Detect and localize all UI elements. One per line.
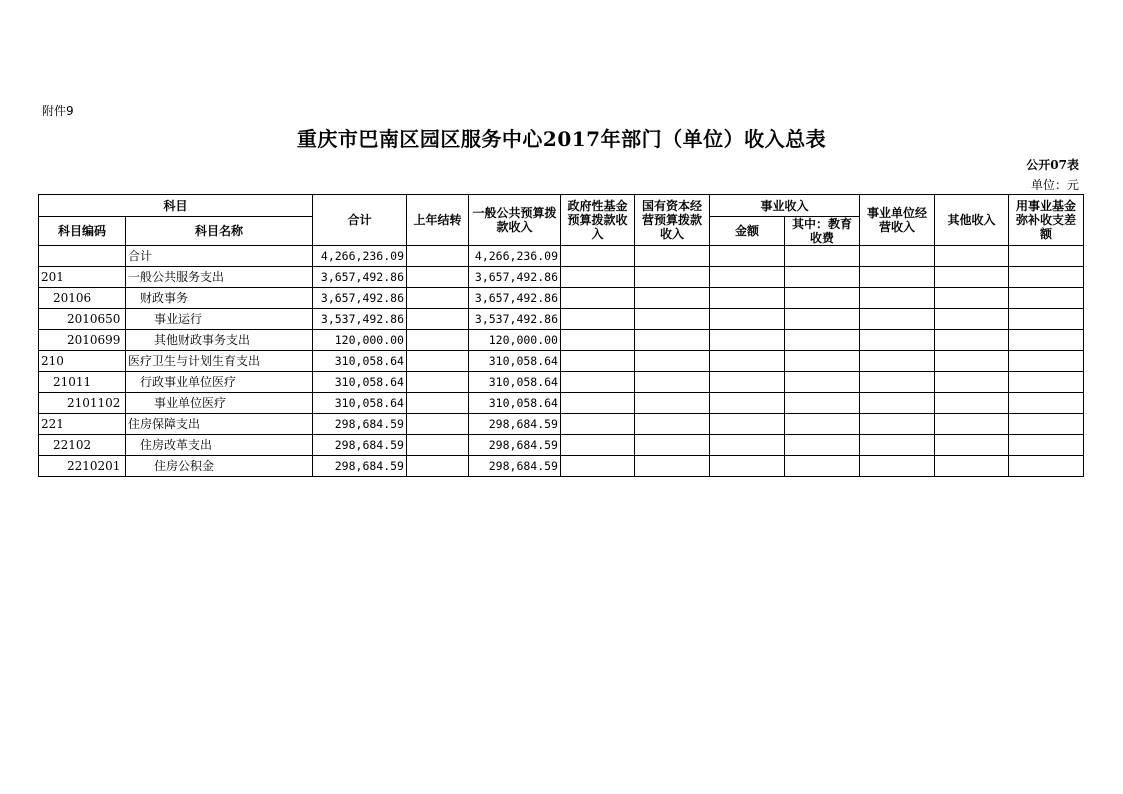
cell-subject-name: 医疗卫生与计划生育支出 — [126, 351, 313, 372]
header-carryover: 上年结转 — [407, 195, 469, 246]
table-body — [39, 246, 1084, 477]
cell-subject-code: 221 — [39, 414, 126, 435]
cell-business-income — [860, 456, 935, 477]
cell-gov-fund — [561, 288, 635, 309]
cell-general-budget: 3,537,492.86 — [469, 309, 561, 330]
cell-other-income — [935, 456, 1009, 477]
table-row — [39, 330, 1084, 351]
cell-subject-code: 2210201 — [39, 456, 126, 477]
cell-other-income — [935, 351, 1009, 372]
cell-fund-balance — [1009, 351, 1084, 372]
cell-state-capital — [635, 309, 710, 330]
cell-fund-balance — [1009, 456, 1084, 477]
cell-general-budget: 310,058.64 — [469, 393, 561, 414]
cell-gov-fund — [561, 330, 635, 351]
cell-fund-balance — [1009, 372, 1084, 393]
cell-other-income — [935, 435, 1009, 456]
cell-carryover — [407, 456, 469, 477]
header-total: 合计 — [313, 195, 407, 246]
cell-business-income — [860, 267, 935, 288]
cell-general-budget: 3,657,492.86 — [469, 267, 561, 288]
cell-amount — [710, 246, 785, 267]
cell-business-income — [860, 246, 935, 267]
cell-state-capital — [635, 393, 710, 414]
cell-fund-balance — [1009, 246, 1084, 267]
attachment-label: 附件9 — [42, 104, 74, 118]
cell-education-fee — [785, 456, 860, 477]
cell-state-capital — [635, 288, 710, 309]
table-row — [39, 288, 1084, 309]
cell-gov-fund — [561, 372, 635, 393]
cell-subject-name: 一般公共服务支出 — [126, 267, 313, 288]
cell-business-income — [860, 330, 935, 351]
header-education-fee: 其中：教育收费 — [785, 217, 860, 246]
cell-total: 298,684.59 — [313, 414, 407, 435]
cell-other-income — [935, 309, 1009, 330]
cell-fund-balance — [1009, 330, 1084, 351]
cell-business-income — [860, 393, 935, 414]
header-subject: 科目 — [39, 195, 313, 217]
cell-general-budget: 298,684.59 — [469, 456, 561, 477]
header-fund-balance: 用事业基金弥补收支差额 — [1009, 195, 1084, 246]
table-row — [39, 351, 1084, 372]
cell-carryover — [407, 435, 469, 456]
header-subject-code: 科目编码 — [39, 217, 126, 246]
cell-general-budget: 3,657,492.86 — [469, 288, 561, 309]
header-amount: 金额 — [710, 217, 785, 246]
cell-subject-name: 合计 — [126, 246, 313, 267]
cell-carryover — [407, 351, 469, 372]
cell-subject-code: 2010650 — [39, 309, 126, 330]
cell-education-fee — [785, 246, 860, 267]
cell-subject-name: 住房公积金 — [126, 456, 313, 477]
table-row — [39, 267, 1084, 288]
form-number: 公开07表 — [1026, 158, 1079, 172]
cell-state-capital — [635, 456, 710, 477]
cell-subject-code: 21011 — [39, 372, 126, 393]
header-subject-name: 科目名称 — [126, 217, 313, 246]
table-row — [39, 246, 1084, 267]
cell-subject-name: 住房保障支出 — [126, 414, 313, 435]
cell-business-income — [860, 288, 935, 309]
cell-amount — [710, 309, 785, 330]
cell-state-capital — [635, 435, 710, 456]
header-other-income: 其他收入 — [935, 195, 1009, 246]
cell-fund-balance — [1009, 414, 1084, 435]
cell-other-income — [935, 393, 1009, 414]
header-business-income: 事业单位经营收入 — [860, 195, 935, 246]
cell-gov-fund — [561, 414, 635, 435]
cell-state-capital — [635, 246, 710, 267]
cell-other-income — [935, 372, 1009, 393]
cell-subject-code: 20106 — [39, 288, 126, 309]
cell-general-budget: 298,684.59 — [469, 435, 561, 456]
cell-education-fee — [785, 309, 860, 330]
cell-subject-code: 2010699 — [39, 330, 126, 351]
cell-amount — [710, 393, 785, 414]
header-general-budget: 一般公共预算拨款收入 — [469, 195, 561, 246]
cell-other-income — [935, 246, 1009, 267]
cell-general-budget: 298,684.59 — [469, 414, 561, 435]
table-row — [39, 456, 1084, 477]
cell-total: 120,000.00 — [313, 330, 407, 351]
cell-amount — [710, 351, 785, 372]
cell-carryover — [407, 288, 469, 309]
cell-education-fee — [785, 393, 860, 414]
cell-subject-name: 住房改革支出 — [126, 435, 313, 456]
cell-education-fee — [785, 372, 860, 393]
table-row — [39, 309, 1084, 330]
cell-business-income — [860, 435, 935, 456]
cell-carryover — [407, 309, 469, 330]
header-institution-income: 事业收入 — [710, 195, 860, 217]
cell-carryover — [407, 246, 469, 267]
cell-business-income — [860, 309, 935, 330]
table-row — [39, 372, 1084, 393]
cell-education-fee — [785, 330, 860, 351]
cell-other-income — [935, 288, 1009, 309]
income-summary-table — [38, 194, 1084, 477]
cell-gov-fund — [561, 456, 635, 477]
cell-subject-code: 22102 — [39, 435, 126, 456]
cell-gov-fund — [561, 267, 635, 288]
cell-state-capital — [635, 414, 710, 435]
cell-amount — [710, 414, 785, 435]
cell-other-income — [935, 267, 1009, 288]
cell-fund-balance — [1009, 288, 1084, 309]
cell-gov-fund — [561, 309, 635, 330]
cell-education-fee — [785, 288, 860, 309]
cell-total: 298,684.59 — [313, 435, 407, 456]
cell-fund-balance — [1009, 309, 1084, 330]
cell-subject-code: 210 — [39, 351, 126, 372]
cell-education-fee — [785, 435, 860, 456]
cell-general-budget: 120,000.00 — [469, 330, 561, 351]
cell-amount — [710, 330, 785, 351]
table-row — [39, 393, 1084, 414]
cell-subject-name: 行政事业单位医疗 — [126, 372, 313, 393]
cell-fund-balance — [1009, 435, 1084, 456]
cell-other-income — [935, 414, 1009, 435]
cell-carryover — [407, 414, 469, 435]
cell-general-budget: 310,058.64 — [469, 351, 561, 372]
cell-gov-fund — [561, 393, 635, 414]
cell-total: 298,684.59 — [313, 456, 407, 477]
cell-business-income — [860, 414, 935, 435]
cell-business-income — [860, 372, 935, 393]
cell-carryover — [407, 393, 469, 414]
cell-state-capital — [635, 372, 710, 393]
unit-label: 单位：元 — [1030, 178, 1079, 192]
cell-total: 310,058.64 — [313, 372, 407, 393]
cell-total: 3,657,492.86 — [313, 288, 407, 309]
cell-subject-code: 2101102 — [39, 393, 126, 414]
cell-state-capital — [635, 351, 710, 372]
cell-state-capital — [635, 267, 710, 288]
cell-total: 310,058.64 — [313, 351, 407, 372]
cell-subject-code: 201 — [39, 267, 126, 288]
cell-amount — [710, 456, 785, 477]
cell-gov-fund — [561, 246, 635, 267]
cell-education-fee — [785, 351, 860, 372]
cell-amount — [710, 372, 785, 393]
cell-education-fee — [785, 267, 860, 288]
cell-amount — [710, 435, 785, 456]
cell-carryover — [407, 330, 469, 351]
cell-carryover — [407, 372, 469, 393]
cell-gov-fund — [561, 435, 635, 456]
table-row — [39, 414, 1084, 435]
cell-subject-name: 事业单位医疗 — [126, 393, 313, 414]
cell-amount — [710, 267, 785, 288]
cell-gov-fund — [561, 351, 635, 372]
cell-other-income — [935, 330, 1009, 351]
cell-subject-name: 财政事务 — [126, 288, 313, 309]
cell-subject-name: 其他财政事务支出 — [126, 330, 313, 351]
cell-business-income — [860, 351, 935, 372]
header-gov-fund: 政府性基金预算拨款收入 — [561, 195, 635, 246]
page-title: 重庆市巴南区园区服务中心2017年部门（单位）收入总表 — [296, 127, 827, 151]
table-row — [39, 435, 1084, 456]
cell-total: 3,537,492.86 — [313, 309, 407, 330]
cell-subject-name: 事业运行 — [126, 309, 313, 330]
cell-total: 3,657,492.86 — [313, 267, 407, 288]
cell-state-capital — [635, 330, 710, 351]
cell-education-fee — [785, 414, 860, 435]
cell-general-budget: 310,058.64 — [469, 372, 561, 393]
header-state-capital: 国有资本经营预算拨款收入 — [635, 195, 710, 246]
cell-total: 310,058.64 — [313, 393, 407, 414]
cell-fund-balance — [1009, 267, 1084, 288]
cell-general-budget: 4,266,236.09 — [469, 246, 561, 267]
cell-carryover — [407, 267, 469, 288]
cell-amount — [710, 288, 785, 309]
cell-subject-code — [39, 246, 126, 267]
cell-fund-balance — [1009, 393, 1084, 414]
cell-total: 4,266,236.09 — [313, 246, 407, 267]
